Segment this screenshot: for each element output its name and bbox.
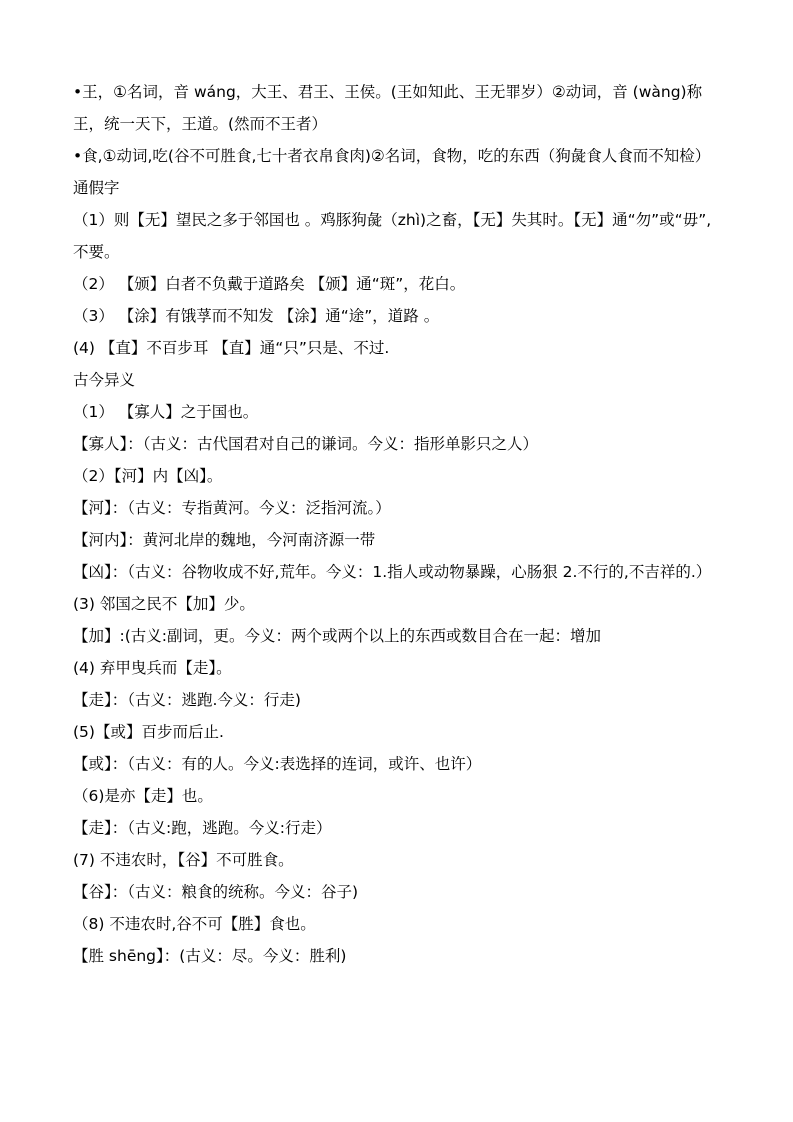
- text-line: 【走】：（古义:跑，逃跑。今义:行走）: [73, 819, 332, 837]
- section-heading: 古今异义: [73, 371, 136, 389]
- text-line: （2） 【颁】白者不负戴于道路矣 【颁】通“斑”，花白。: [73, 275, 466, 293]
- text-line: （6)是亦【走】也。: [73, 787, 213, 805]
- text-line: 【河】：（古义：专指黄河。今义：泛指河流。）: [73, 499, 391, 517]
- text-line: (4) 弃甲曳兵而【走】。: [73, 659, 232, 677]
- text-line: （1） 【寡人】之于国也。: [73, 403, 259, 421]
- section-heading: 通假字: [73, 179, 120, 197]
- text-line: 【或】：（古义：有的人。今义:表选择的连词，或许、也许）: [73, 755, 482, 773]
- text-line: 【谷】：（古义：粮食的统称。今义：谷子): [73, 883, 359, 901]
- document-body: [73, 76, 721, 972]
- text-line: （1）则【无】望民之多于邻国也 。鸡豚狗彘（zhì)之畜，【无】失其时。【无】通“勿”或“毋”,不要。: [73, 211, 712, 261]
- text-line: •食,①动词,吃(谷不可胜食,七十者衣帛食肉)②名词，食物，吃的东西（狗彘食人食而不知检）: [73, 147, 711, 165]
- text-line: 【胜 shēng】：(古义：尽。今义：胜利): [73, 947, 347, 965]
- text-line: 【走】：（古义：逃跑.今义：行走): [73, 691, 301, 709]
- text-line: （8) 不违农时,谷不可【胜】食也。: [73, 915, 316, 933]
- text-line: 【寡人】：（古义：古代国君对自己的谦词。今义：指形单影只之人）: [73, 435, 539, 453]
- text-line: 【加】:(古义:副词，更。今义：两个或两个以上的东西或数目合在一起：增加: [73, 627, 601, 645]
- text-line: (7) 不违农时，【谷】不可胜食。: [73, 851, 294, 869]
- text-line: 【凶】：（古义：谷物收成不好,荒年。今义：1.指人或动物暴躁，心肠狠 2.不行的,不吉祥的.）: [73, 563, 712, 581]
- text-line: (5)【或】百步而后止.: [73, 723, 224, 741]
- text-line: 【河内】：黄河北岸的魏地，今河南济源一带: [73, 531, 376, 549]
- text-line: （2）【河】内【凶】。: [73, 467, 223, 485]
- text-line: (3) 邻国之民不【加】少。: [73, 595, 255, 613]
- text-line: （3） 【涂】有饿莩而不知发 【涂】通“途”，道路 。: [73, 307, 440, 325]
- text-line: (4) 【直】不百步耳 【直】通“只”只是、不过.: [73, 339, 390, 357]
- text-line: •王，①名词，音 wáng，大王、君王、王侯。(王如知此、王无罪岁）②动词，音 (wàng)称王，统一天下，王道。(然而不王者）: [73, 83, 703, 133]
